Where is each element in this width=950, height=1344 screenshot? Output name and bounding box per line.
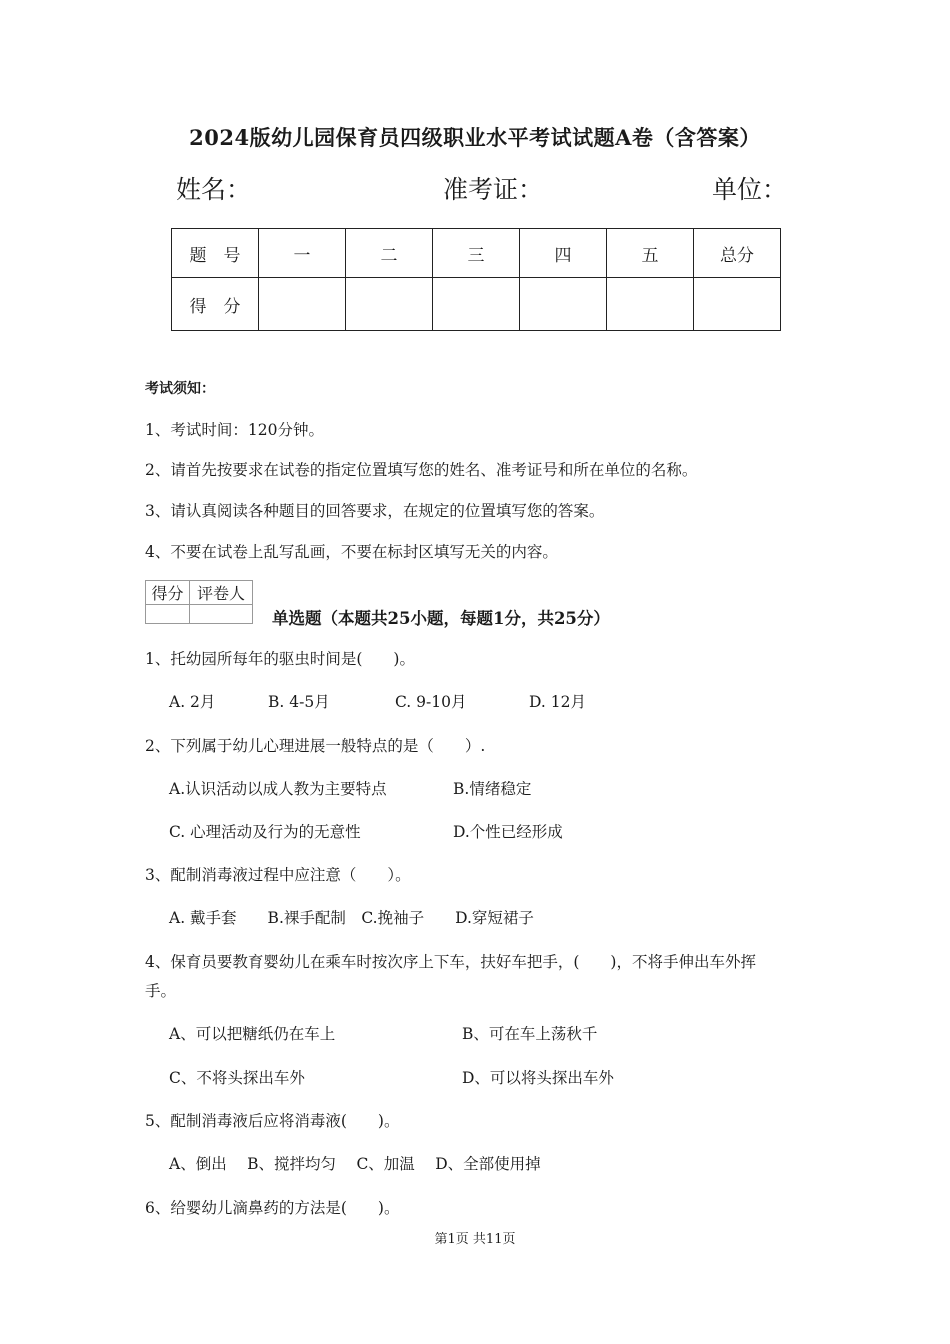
page-footer: 第1页 共11页 [434,1232,516,1247]
page-title: 2024版幼儿园保育员四级职业水平考试试题A卷（含答案） [189,125,761,150]
score-table-cell: 题 号 [172,229,259,278]
score-table-cell: 四 [520,229,607,278]
grader-box-score-cell[interactable] [146,605,190,624]
score-input-cell[interactable] [259,278,346,331]
answer-option[interactable]: D、可以将头探出车外 [462,1069,614,1087]
score-table-cell: 总分 [694,229,781,278]
notice-item: 3、请认真阅读各种题目的回答要求，在规定的位置填写您的答案。 [145,502,605,520]
score-table-cell: 三 [433,229,520,278]
grader-box [145,580,253,624]
notice-title: 考试须知： [145,381,215,397]
score-table-cell: 二 [346,229,433,278]
exam-id-field-label: 准考证： [443,175,544,204]
score-input-cell[interactable] [520,278,607,331]
question-stem: 6、给婴幼儿滴鼻药的方法是( )。 [145,1199,400,1217]
score-input-cell[interactable] [694,278,781,331]
grader-box-grader-cell[interactable] [189,605,252,624]
answer-options[interactable]: A. 戴手套 B.裸手配制 C.挽袖子 D.穿短裙子 [169,909,534,927]
name-field-label: 姓名： [176,175,252,204]
answer-option[interactable]: B、可在车上荡秋千 [462,1025,598,1043]
question-stem: 1、托幼园所每年的驱虫时间是( )。 [145,650,415,668]
answer-option[interactable]: B. 4-5月 [268,693,330,711]
score-table-cell: 五 [607,229,694,278]
answer-option[interactable]: B.情绪稳定 [453,780,532,798]
score-input-cell[interactable] [433,278,520,331]
section-title: 单选题（本题共25小题，每题1分，共25分） [272,609,610,628]
answer-option[interactable]: A.认识活动以成人教为主要特点 [169,780,387,798]
question-stem: 4、保育员要教育婴幼儿在乘车时按次序上下车，扶好车把手，( )，不将手伸出车外挥 [145,953,756,971]
notice-item: 1、考试时间：120分钟。 [145,421,324,439]
score-table-cell: 得 分 [172,278,259,331]
score-input-cell[interactable] [346,278,433,331]
notice-item: 2、请首先按要求在试卷的指定位置填写您的姓名、准考证号和所在单位的名称。 [145,461,698,479]
answer-option[interactable]: D.个性已经形成 [453,823,563,841]
score-table-header-row [172,229,781,278]
question-stem-continued: 手。 [145,982,177,1000]
notice-item: 4、不要在试卷上乱写乱画，不要在标封区填写无关的内容。 [145,543,558,561]
question-stem: 2、下列属于幼儿心理进展一般特点的是（ ）. [145,737,486,755]
answer-options[interactable]: A、倒出 B、搅拌均匀 C、加温 D、全部使用掉 [169,1155,541,1173]
answer-option[interactable]: A、可以把糖纸仍在车上 [169,1025,336,1043]
score-input-cell[interactable] [607,278,694,331]
score-table-score-row [172,278,781,331]
question-stem: 3、配制消毒液过程中应注意（ ）。 [145,866,411,884]
grader-box-grader-label: 评卷人 [189,581,252,605]
score-table-cell: 一 [259,229,346,278]
question-stem: 5、配制消毒液后应将消毒液( )。 [145,1112,400,1130]
grader-box-score-label: 得分 [146,581,190,605]
answer-option[interactable]: C. 心理活动及行为的无意性 [169,823,361,841]
score-table [171,228,781,331]
unit-field-label: 单位： [712,175,788,204]
answer-option[interactable]: D. 12月 [529,693,586,711]
answer-option[interactable]: A. 2月 [169,693,216,711]
answer-option[interactable]: C. 9-10月 [395,693,467,711]
answer-option[interactable]: C、不将头探出车外 [169,1069,305,1087]
